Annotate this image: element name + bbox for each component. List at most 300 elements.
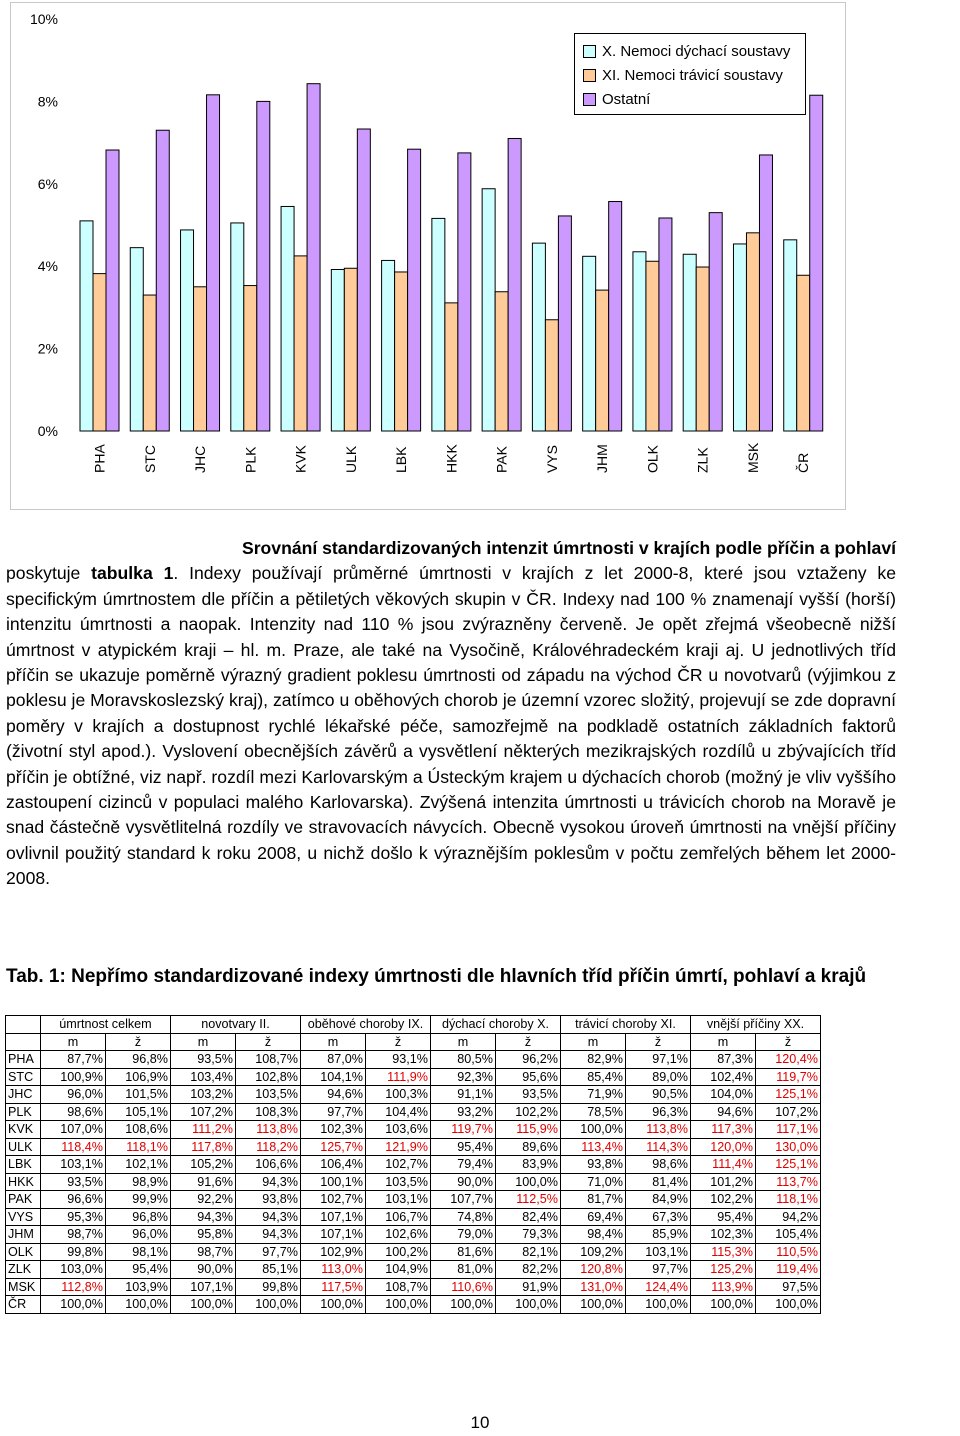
table-cell: 79,4% (431, 1156, 496, 1174)
x-tick-label: PHA (91, 444, 108, 473)
table-cell: 92,3% (431, 1068, 496, 1086)
corner-cell (6, 1033, 41, 1051)
table-cell: 117,5% (301, 1278, 366, 1296)
table-cell: 100,2% (366, 1243, 431, 1261)
table-cell: 92,2% (171, 1191, 236, 1209)
table-cell: 99,8% (41, 1243, 106, 1261)
table-cell: 102,3% (301, 1121, 366, 1139)
table-cell: 120,4% (756, 1051, 821, 1069)
bar (659, 218, 672, 431)
table-cell: 94,3% (236, 1226, 301, 1244)
x-tick-label: HKK (443, 444, 460, 473)
table-cell: 105,2% (171, 1156, 236, 1174)
legend-swatch-other (583, 93, 596, 106)
bar (231, 223, 244, 431)
bar (596, 290, 609, 431)
table-cell: 100,0% (41, 1296, 106, 1314)
table-row (6, 1261, 821, 1279)
table-cell: 89,0% (626, 1068, 691, 1086)
table-cell: 101,2% (691, 1173, 756, 1191)
table-cell: 96,2% (496, 1051, 561, 1069)
table-cell: 100,9% (41, 1068, 106, 1086)
table-cell: 125,1% (756, 1156, 821, 1174)
table-cell: 118,1% (106, 1138, 171, 1156)
table-cell: 119,7% (756, 1068, 821, 1086)
table-cell: 95,4% (431, 1138, 496, 1156)
y-tick-label: 8% (37, 93, 58, 110)
legend-swatch-respiratory (583, 45, 596, 58)
table-cell: 117,3% (691, 1121, 756, 1139)
table-cell: 103,5% (366, 1173, 431, 1191)
chart-caption: Srovnání standardizovaných intenzit úmrtnosti v krajích podle příčin a pohlaví (241, 538, 896, 558)
table-cell: 112,8% (41, 1278, 106, 1296)
table-cell: 67,3% (626, 1208, 691, 1226)
table-cell: 97,5% (756, 1278, 821, 1296)
row-label: PAK (6, 1191, 41, 1209)
x-tick-label: VYS (543, 444, 560, 473)
table-cell: 111,2% (171, 1121, 236, 1139)
table-cell: 100,0% (691, 1296, 756, 1314)
bar (759, 155, 772, 431)
table-cell: 125,7% (301, 1138, 366, 1156)
column-group-header: úmrtnost celkem (41, 1016, 171, 1034)
table-cell: 120,0% (691, 1138, 756, 1156)
table-cell: 102,7% (366, 1156, 431, 1174)
table-cell: 113,7% (756, 1173, 821, 1191)
column-group-header: dýchací choroby X. (431, 1016, 561, 1034)
table-row (6, 1051, 821, 1069)
bar (545, 320, 558, 431)
table-row (6, 1296, 821, 1314)
table-cell: 87,7% (41, 1051, 106, 1069)
table-cell: 112,5% (496, 1191, 561, 1209)
table-row (6, 1226, 821, 1244)
sex-subheader: m (301, 1033, 366, 1051)
table-cell: 115,3% (691, 1243, 756, 1261)
table-cell: 91,1% (431, 1086, 496, 1104)
bar (797, 275, 810, 431)
table-cell: 97,7% (626, 1261, 691, 1279)
table-cell: 93,5% (171, 1051, 236, 1069)
bar (733, 244, 746, 431)
table-cell: 102,4% (691, 1068, 756, 1086)
table-cell: 110,5% (756, 1243, 821, 1261)
table-cell: 109,2% (561, 1243, 626, 1261)
row-label: PHA (6, 1051, 41, 1069)
table-cell: 82,4% (496, 1208, 561, 1226)
table-cell: 107,0% (41, 1121, 106, 1139)
table-cell: 107,7% (431, 1191, 496, 1209)
table-cell: 98,4% (561, 1226, 626, 1244)
table-cell: 108,7% (366, 1278, 431, 1296)
sex-subheader: m (561, 1033, 626, 1051)
bar (810, 95, 823, 431)
table-cell: 83,9% (496, 1156, 561, 1174)
y-tick-label: 0% (37, 423, 58, 439)
table-cell: 106,7% (366, 1208, 431, 1226)
table-cell: 130,0% (756, 1138, 821, 1156)
table-cell: 85,9% (626, 1226, 691, 1244)
bar (156, 130, 169, 431)
x-tick-label: STC (141, 445, 158, 473)
legend-item (583, 90, 650, 110)
bar (696, 267, 709, 431)
table-cell: 102,2% (691, 1191, 756, 1209)
table-cell: 90,5% (626, 1086, 691, 1104)
table-cell: 100,0% (561, 1296, 626, 1314)
table-cell: 103,1% (366, 1191, 431, 1209)
x-tick-label: JHM (594, 444, 611, 473)
legend-item (583, 42, 790, 62)
bar (93, 274, 106, 431)
bar (482, 189, 495, 431)
bar (532, 243, 545, 431)
table-cell: 102,8% (236, 1068, 301, 1086)
table-cell: 81,6% (431, 1243, 496, 1261)
legend-label: XI. Nemoci trávicí soustavy (602, 67, 783, 84)
table-cell: 95,6% (496, 1068, 561, 1086)
legend-item (583, 66, 783, 86)
table-cell: 100,0% (236, 1296, 301, 1314)
sex-subheader: ž (106, 1033, 171, 1051)
table-cell: 93,5% (41, 1173, 106, 1191)
table-cell: 98,7% (171, 1243, 236, 1261)
bar (709, 213, 722, 431)
body-text (6, 536, 896, 892)
x-tick-label: PAK (493, 446, 510, 473)
table-cell: 103,1% (626, 1243, 691, 1261)
table-cell: 120,8% (561, 1261, 626, 1279)
x-tick-label: KVK (292, 444, 309, 473)
row-label: OLK (6, 1243, 41, 1261)
bar (344, 268, 357, 431)
table-cell: 107,1% (301, 1208, 366, 1226)
table-row (6, 1243, 821, 1261)
row-label: JHC (6, 1086, 41, 1104)
table-cell: 104,4% (366, 1103, 431, 1121)
table-cell: 113,0% (301, 1261, 366, 1279)
table-cell: 91,9% (496, 1278, 561, 1296)
table-cell: 85,1% (236, 1261, 301, 1279)
bar (207, 95, 220, 431)
table-cell: 80,5% (431, 1051, 496, 1069)
bar (408, 149, 421, 431)
row-label: PLK (6, 1103, 41, 1121)
row-label: HKK (6, 1173, 41, 1191)
table-header-row (6, 1016, 821, 1034)
bar (307, 84, 320, 431)
column-group-header: vnější příčiny XX. (691, 1016, 821, 1034)
corner-cell (6, 1016, 41, 1034)
row-label: LBK (6, 1156, 41, 1174)
table-cell: 107,2% (756, 1103, 821, 1121)
table-cell: 79,3% (496, 1226, 561, 1244)
table-cell: 94,2% (756, 1208, 821, 1226)
table-cell: 100,0% (431, 1296, 496, 1314)
table-cell: 99,9% (106, 1191, 171, 1209)
row-label: VYS (6, 1208, 41, 1226)
table-cell: 82,1% (496, 1243, 561, 1261)
row-label: KVK (6, 1121, 41, 1139)
table-cell: 96,8% (106, 1051, 171, 1069)
table-cell: 118,2% (236, 1138, 301, 1156)
table-cell: 107,1% (171, 1278, 236, 1296)
table-cell: 124,4% (626, 1278, 691, 1296)
table-cell: 97,7% (301, 1103, 366, 1121)
column-group-header: trávicí choroby XI. (561, 1016, 691, 1034)
table-cell: 98,6% (41, 1103, 106, 1121)
table-cell: 69,4% (561, 1208, 626, 1226)
x-tick-label: JHC (192, 445, 209, 473)
table-cell: 96,6% (41, 1191, 106, 1209)
sex-subheader: m (171, 1033, 236, 1051)
table-cell: 96,0% (41, 1086, 106, 1104)
table-reference: tabulka 1 (91, 563, 174, 584)
table-cell: 100,0% (626, 1296, 691, 1314)
table-cell: 93,1% (366, 1051, 431, 1069)
table-cell: 81,7% (561, 1191, 626, 1209)
table-cell: 102,3% (691, 1226, 756, 1244)
table-cell: 90,0% (431, 1173, 496, 1191)
table-cell: 121,9% (366, 1138, 431, 1156)
table-row (6, 1156, 821, 1174)
table-cell: 99,8% (236, 1278, 301, 1296)
bar (583, 256, 596, 431)
x-tick-label: ZLK (694, 447, 711, 473)
table-cell: 79,0% (431, 1226, 496, 1244)
table-cell: 107,1% (301, 1226, 366, 1244)
table-cell: 101,5% (106, 1086, 171, 1104)
table-subheader-row (6, 1033, 821, 1051)
table-cell: 117,1% (756, 1121, 821, 1139)
y-tick-label: 10% (29, 11, 58, 27)
table-cell: 102,2% (496, 1103, 561, 1121)
table-cell: 91,6% (171, 1173, 236, 1191)
bar (508, 138, 521, 431)
row-label: ČR (6, 1296, 41, 1314)
table-cell: 94,3% (236, 1208, 301, 1226)
table-cell: 94,6% (691, 1103, 756, 1121)
table-cell: 113,9% (691, 1278, 756, 1296)
table-cell: 94,3% (236, 1173, 301, 1191)
bar (609, 202, 622, 431)
table-cell: 104,9% (366, 1261, 431, 1279)
sex-subheader: ž (626, 1033, 691, 1051)
table-cell: 119,4% (756, 1261, 821, 1279)
table-cell: 100,0% (756, 1296, 821, 1314)
row-label: JHM (6, 1226, 41, 1244)
table-cell: 95,3% (41, 1208, 106, 1226)
sex-subheader: ž (496, 1033, 561, 1051)
table-cell: 100,0% (301, 1296, 366, 1314)
table-cell: 111,4% (691, 1156, 756, 1174)
sex-subheader: m (41, 1033, 106, 1051)
table-cell: 110,6% (431, 1278, 496, 1296)
table-cell: 104,0% (691, 1086, 756, 1104)
table-cell: 87,0% (301, 1051, 366, 1069)
table-row (6, 1208, 821, 1226)
bar (143, 295, 156, 431)
table-cell: 106,9% (106, 1068, 171, 1086)
table-cell: 97,1% (626, 1051, 691, 1069)
table-cell: 108,3% (236, 1103, 301, 1121)
table-cell: 98,6% (626, 1156, 691, 1174)
table-cell: 102,7% (301, 1191, 366, 1209)
sex-subheader: m (431, 1033, 496, 1051)
table-cell: 87,3% (691, 1051, 756, 1069)
x-tick-label: LBK (393, 446, 410, 473)
table-cell: 100,1% (301, 1173, 366, 1191)
row-label: STC (6, 1068, 41, 1086)
table-cell: 95,8% (171, 1226, 236, 1244)
bar (784, 240, 797, 431)
table-row (6, 1103, 821, 1121)
x-tick-label: OLK (644, 444, 661, 473)
table-cell: 106,6% (236, 1156, 301, 1174)
table-cell: 93,5% (496, 1086, 561, 1104)
mortality-bar-chart (10, 2, 846, 510)
table-cell: 102,1% (106, 1156, 171, 1174)
y-tick-label: 4% (37, 258, 58, 275)
x-tick-label: ULK (342, 445, 359, 473)
table-cell: 103,1% (41, 1156, 106, 1174)
table-row (6, 1121, 821, 1139)
row-label: ZLK (6, 1261, 41, 1279)
table-cell: 81,0% (431, 1261, 496, 1279)
table-cell: 98,1% (106, 1243, 171, 1261)
row-label: ULK (6, 1138, 41, 1156)
legend-label: X. Nemoci dýchací soustavy (602, 43, 791, 60)
table-cell: 100,0% (106, 1296, 171, 1314)
legend-swatch-digestive (583, 69, 596, 82)
table-cell: 108,6% (106, 1121, 171, 1139)
table-cell: 96,3% (626, 1103, 691, 1121)
bar (746, 233, 759, 431)
table-cell: 100,3% (366, 1086, 431, 1104)
table-cell: 113,8% (236, 1121, 301, 1139)
chart-legend (574, 33, 806, 115)
table-cell: 95,4% (106, 1261, 171, 1279)
bar (130, 248, 143, 431)
table-cell: 118,4% (41, 1138, 106, 1156)
row-label: MSK (6, 1278, 41, 1296)
table-cell: 93,8% (236, 1191, 301, 1209)
table-cell: 111,9% (366, 1068, 431, 1086)
table-row (6, 1173, 821, 1191)
table-cell: 103,2% (171, 1086, 236, 1104)
bar (683, 254, 696, 431)
bar (357, 129, 370, 431)
table-cell: 108,7% (236, 1051, 301, 1069)
index-table (5, 1015, 821, 1314)
bar (382, 260, 395, 431)
table-cell: 78,5% (561, 1103, 626, 1121)
table-cell: 103,4% (171, 1068, 236, 1086)
sex-subheader: ž (756, 1033, 821, 1051)
lead-text: poskytuje (6, 563, 92, 584)
table-cell: 89,6% (496, 1138, 561, 1156)
table-row (6, 1086, 821, 1104)
x-tick-label: ČR (795, 452, 812, 473)
table-cell: 125,1% (756, 1086, 821, 1104)
x-tick-label: MSK (744, 442, 761, 473)
table-cell: 94,3% (171, 1208, 236, 1226)
sex-subheader: ž (366, 1033, 431, 1051)
table-cell: 113,4% (561, 1138, 626, 1156)
paragraph (6, 561, 896, 891)
table-cell: 93,8% (561, 1156, 626, 1174)
bar (432, 218, 445, 431)
sex-subheader: m (691, 1033, 756, 1051)
bar (281, 206, 294, 431)
table-cell: 100,0% (496, 1173, 561, 1191)
bar (244, 286, 257, 431)
bar (395, 272, 408, 431)
sex-subheader: ž (236, 1033, 301, 1051)
table-cell: 98,9% (106, 1173, 171, 1191)
table-cell: 90,0% (171, 1261, 236, 1279)
table-cell: 71,9% (561, 1086, 626, 1104)
bar (458, 153, 471, 431)
bar (194, 287, 207, 431)
table-cell: 100,0% (496, 1296, 561, 1314)
y-tick-label: 2% (37, 340, 58, 357)
table-cell: 103,0% (41, 1261, 106, 1279)
bar (294, 256, 307, 431)
table-cell: 96,0% (106, 1226, 171, 1244)
table-cell: 94,6% (301, 1086, 366, 1104)
legend-label: Ostatní (602, 91, 651, 108)
page-number: 10 (470, 1413, 490, 1432)
table-cell: 102,9% (301, 1243, 366, 1261)
paragraph-text: . Indexy používají průměrné úmrtnosti v krajích z let 2000-8, které jsou vztaženy ke specifickým úmrtnostem dle příčin a pětiletých věkových skupin v ČR. Indexy nad 100 % znamenají vyšší (horší) intenzitu úmrtnosti a naopak. Intenzity nad 110 % jsou zvýrazněny červeně. Je opět zřejmá všeobecně nižší úmrtnost v atypickém kraji – hl. m. Praze, ale také na Vysočině, Královéhradeckém kraji aj. U jednotlivých tříd příčin se ukazuje poměrně výrazný gradient poklesu úmrtnosti od západu na východ ČR u novotvarů (výjimkou z poklesu je Moravskoslezský kraj), zatímco u oběhových chorob je územní vzorec složitý, projevují se zde dopravní poměry v krajích a dostupnost rychlé lékařské péče, samozřejmě na podkladě ostatních základních faktorů (životní styl apod.). Vyslovení obecnějších závěrů a vysvětlení některých mezikrajských rozdílů u zbývajících tříd příčin je obtížné, viz např. rozdíl mezi Karlovarským a Ústeckým krajem u dýchacích chorob (možný je vliv vyššího zastoupení cizinců v populaci malého Karlovarska). Zvýšená intenzita úmrtnosti u trávicích chorob na Moravě je snad částečně vysvětlitelná rozdíly ve stravovacích návycích. Obecně vysokou úroveň úmrtnosti na vnější příčiny ovlivnil použitý standard k roku 2008, u nichž došlo k výraznějším poklesům v počtu zemřelých během let 2000-2008. (6, 563, 896, 889)
table-cell: 104,1% (301, 1068, 366, 1086)
y-tick-label: 6% (37, 175, 58, 192)
table-cell: 81,4% (626, 1173, 691, 1191)
table-cell: 106,4% (301, 1156, 366, 1174)
table-cell: 105,4% (756, 1226, 821, 1244)
bar (331, 269, 344, 431)
table-cell: 98,7% (41, 1226, 106, 1244)
column-group-header: novotvary II. (171, 1016, 301, 1034)
table-cell: 82,9% (561, 1051, 626, 1069)
table-cell: 100,0% (561, 1121, 626, 1139)
table-cell: 117,8% (171, 1138, 236, 1156)
bar (495, 292, 508, 431)
table-title: Tab. 1: Nepřímo standardizované indexy úmrtnosti dle hlavních tříd příčin úmrtí, pohlaví a krajů (6, 966, 867, 987)
table-cell: 93,2% (431, 1103, 496, 1121)
bar (445, 303, 458, 431)
table-cell: 131,0% (561, 1278, 626, 1296)
table-row (6, 1068, 821, 1086)
table-cell: 107,2% (171, 1103, 236, 1121)
table-cell: 100,0% (366, 1296, 431, 1314)
bar (558, 216, 571, 431)
table-cell: 100,0% (171, 1296, 236, 1314)
table-row (6, 1278, 821, 1296)
x-tick-label: PLK (242, 446, 259, 473)
table-cell: 103,6% (366, 1121, 431, 1139)
table-cell: 103,9% (106, 1278, 171, 1296)
bar (106, 150, 119, 431)
table-cell: 85,4% (561, 1068, 626, 1086)
table-cell: 115,9% (496, 1121, 561, 1139)
table-cell: 71,0% (561, 1173, 626, 1191)
table-cell: 102,6% (366, 1226, 431, 1244)
table-cell: 113,8% (626, 1121, 691, 1139)
table-cell: 119,7% (431, 1121, 496, 1139)
table-cell: 84,9% (626, 1191, 691, 1209)
